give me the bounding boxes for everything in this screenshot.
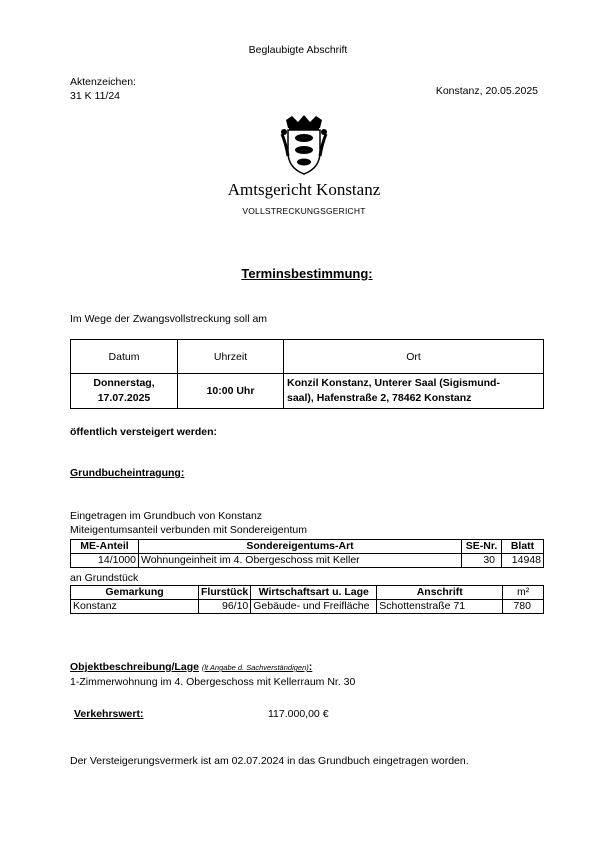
page-title: Terminsbestimmung: — [241, 266, 373, 281]
gs-flaeche: 780 — [503, 600, 544, 614]
gs-flurstueck: 96/10 — [199, 600, 251, 614]
se-header-me-anteil: ME-Anteil — [71, 540, 139, 554]
gs-gemarkung: Konstanz — [71, 600, 199, 614]
termin-datum-weekday: Donnerstag, — [93, 377, 155, 389]
se-nr: 30 — [462, 554, 502, 568]
se-header-art: Sondereigentums-Art — [139, 540, 462, 554]
termin-ort-line1: Konzil Konstanz, Unterer Saal (Sigismund- — [287, 377, 500, 389]
document-type: Beglaubigte Abschrift — [248, 44, 348, 56]
aktenzeichen: 31 K 11/24 — [70, 90, 121, 102]
objekt-colon: : — [308, 661, 313, 673]
termin-header-ort: Ort — [284, 340, 544, 374]
vermerk-text: Der Versteigerungsvermerk ist am 02.07.2024 in das Grundbuch eingetragen worden. — [70, 755, 469, 767]
an-grundstueck: an Grundstück — [70, 572, 139, 584]
se-blatt: 14948 — [502, 554, 544, 568]
termin-ort-line2: saal), Hafenstraße 2, 78462 Konstanz — [287, 392, 472, 404]
termin-datum-date: 17.07.2025 — [97, 392, 151, 404]
gs-anschrift: Schottenstraße 71 — [377, 600, 503, 614]
gs-header-gemarkung: Gemarkung — [71, 586, 199, 600]
gs-header-flurstueck: Flurstück — [199, 586, 251, 600]
grundbuch-heading: Grundbucheintragung: — [70, 467, 185, 479]
objekt-heading: Objektbeschreibung/Lage — [70, 661, 199, 673]
intro-text: Im Wege der Zwangsvollstreckung soll am — [70, 313, 268, 325]
gs-header-anschrift: Anschrift — [377, 586, 503, 600]
objekt-heading-line — [70, 661, 312, 673]
termin-uhrzeit: 10:00 Uhr — [178, 374, 284, 409]
grundstueck-table — [70, 585, 544, 614]
objekt-text: 1-Zimmerwohnung im 4. Obergeschoss mit Kellerraum Nr. 30 — [70, 676, 356, 688]
verkehrswert-value: 117.000,00 € — [268, 708, 329, 720]
gs-header-flaeche: m² — [503, 586, 544, 600]
objekt-note: (lt Angabe d. Sachverständigen) — [201, 663, 309, 672]
se-me-anteil: 14/1000 — [71, 554, 139, 568]
versteigert-text: öffentlich versteigert werden: — [70, 426, 218, 438]
court-department: VOLLSTRECKUNGSGERICHT — [242, 206, 366, 216]
se-art: Wohnungeinheit im 4. Obergeschoss mit Keller — [139, 554, 462, 568]
sondereigentum-table — [70, 539, 544, 568]
grundbuch-line2: Miteigentumsanteil verbunden mit Sondereigentum — [70, 524, 307, 536]
gs-header-wirtschaftsart: Wirtschaftsart u. Lage — [251, 586, 377, 600]
se-header-se-nr: SE-Nr. — [462, 540, 502, 554]
termin-header-uhrzeit: Uhrzeit — [178, 340, 284, 374]
termin-header-datum: Datum — [71, 340, 178, 374]
court-name: Amtsgericht Konstanz — [227, 180, 381, 199]
verkehrswert-label: Verkehrswert: — [74, 708, 144, 720]
place-date: Konstanz, 20.05.2025 — [435, 85, 538, 97]
termin-table — [70, 339, 544, 409]
termin-ort — [284, 374, 544, 409]
grundbuch-line1: Eingetragen im Grundbuch von Konstanz — [70, 510, 263, 522]
coat-of-arms-icon — [280, 114, 328, 176]
gs-wirtschaftsart: Gebäude- und Freifläche — [251, 600, 377, 614]
se-header-blatt: Blatt — [502, 540, 544, 554]
aktenzeichen-label: Aktenzeichen: — [70, 76, 136, 88]
termin-datum — [71, 374, 178, 409]
